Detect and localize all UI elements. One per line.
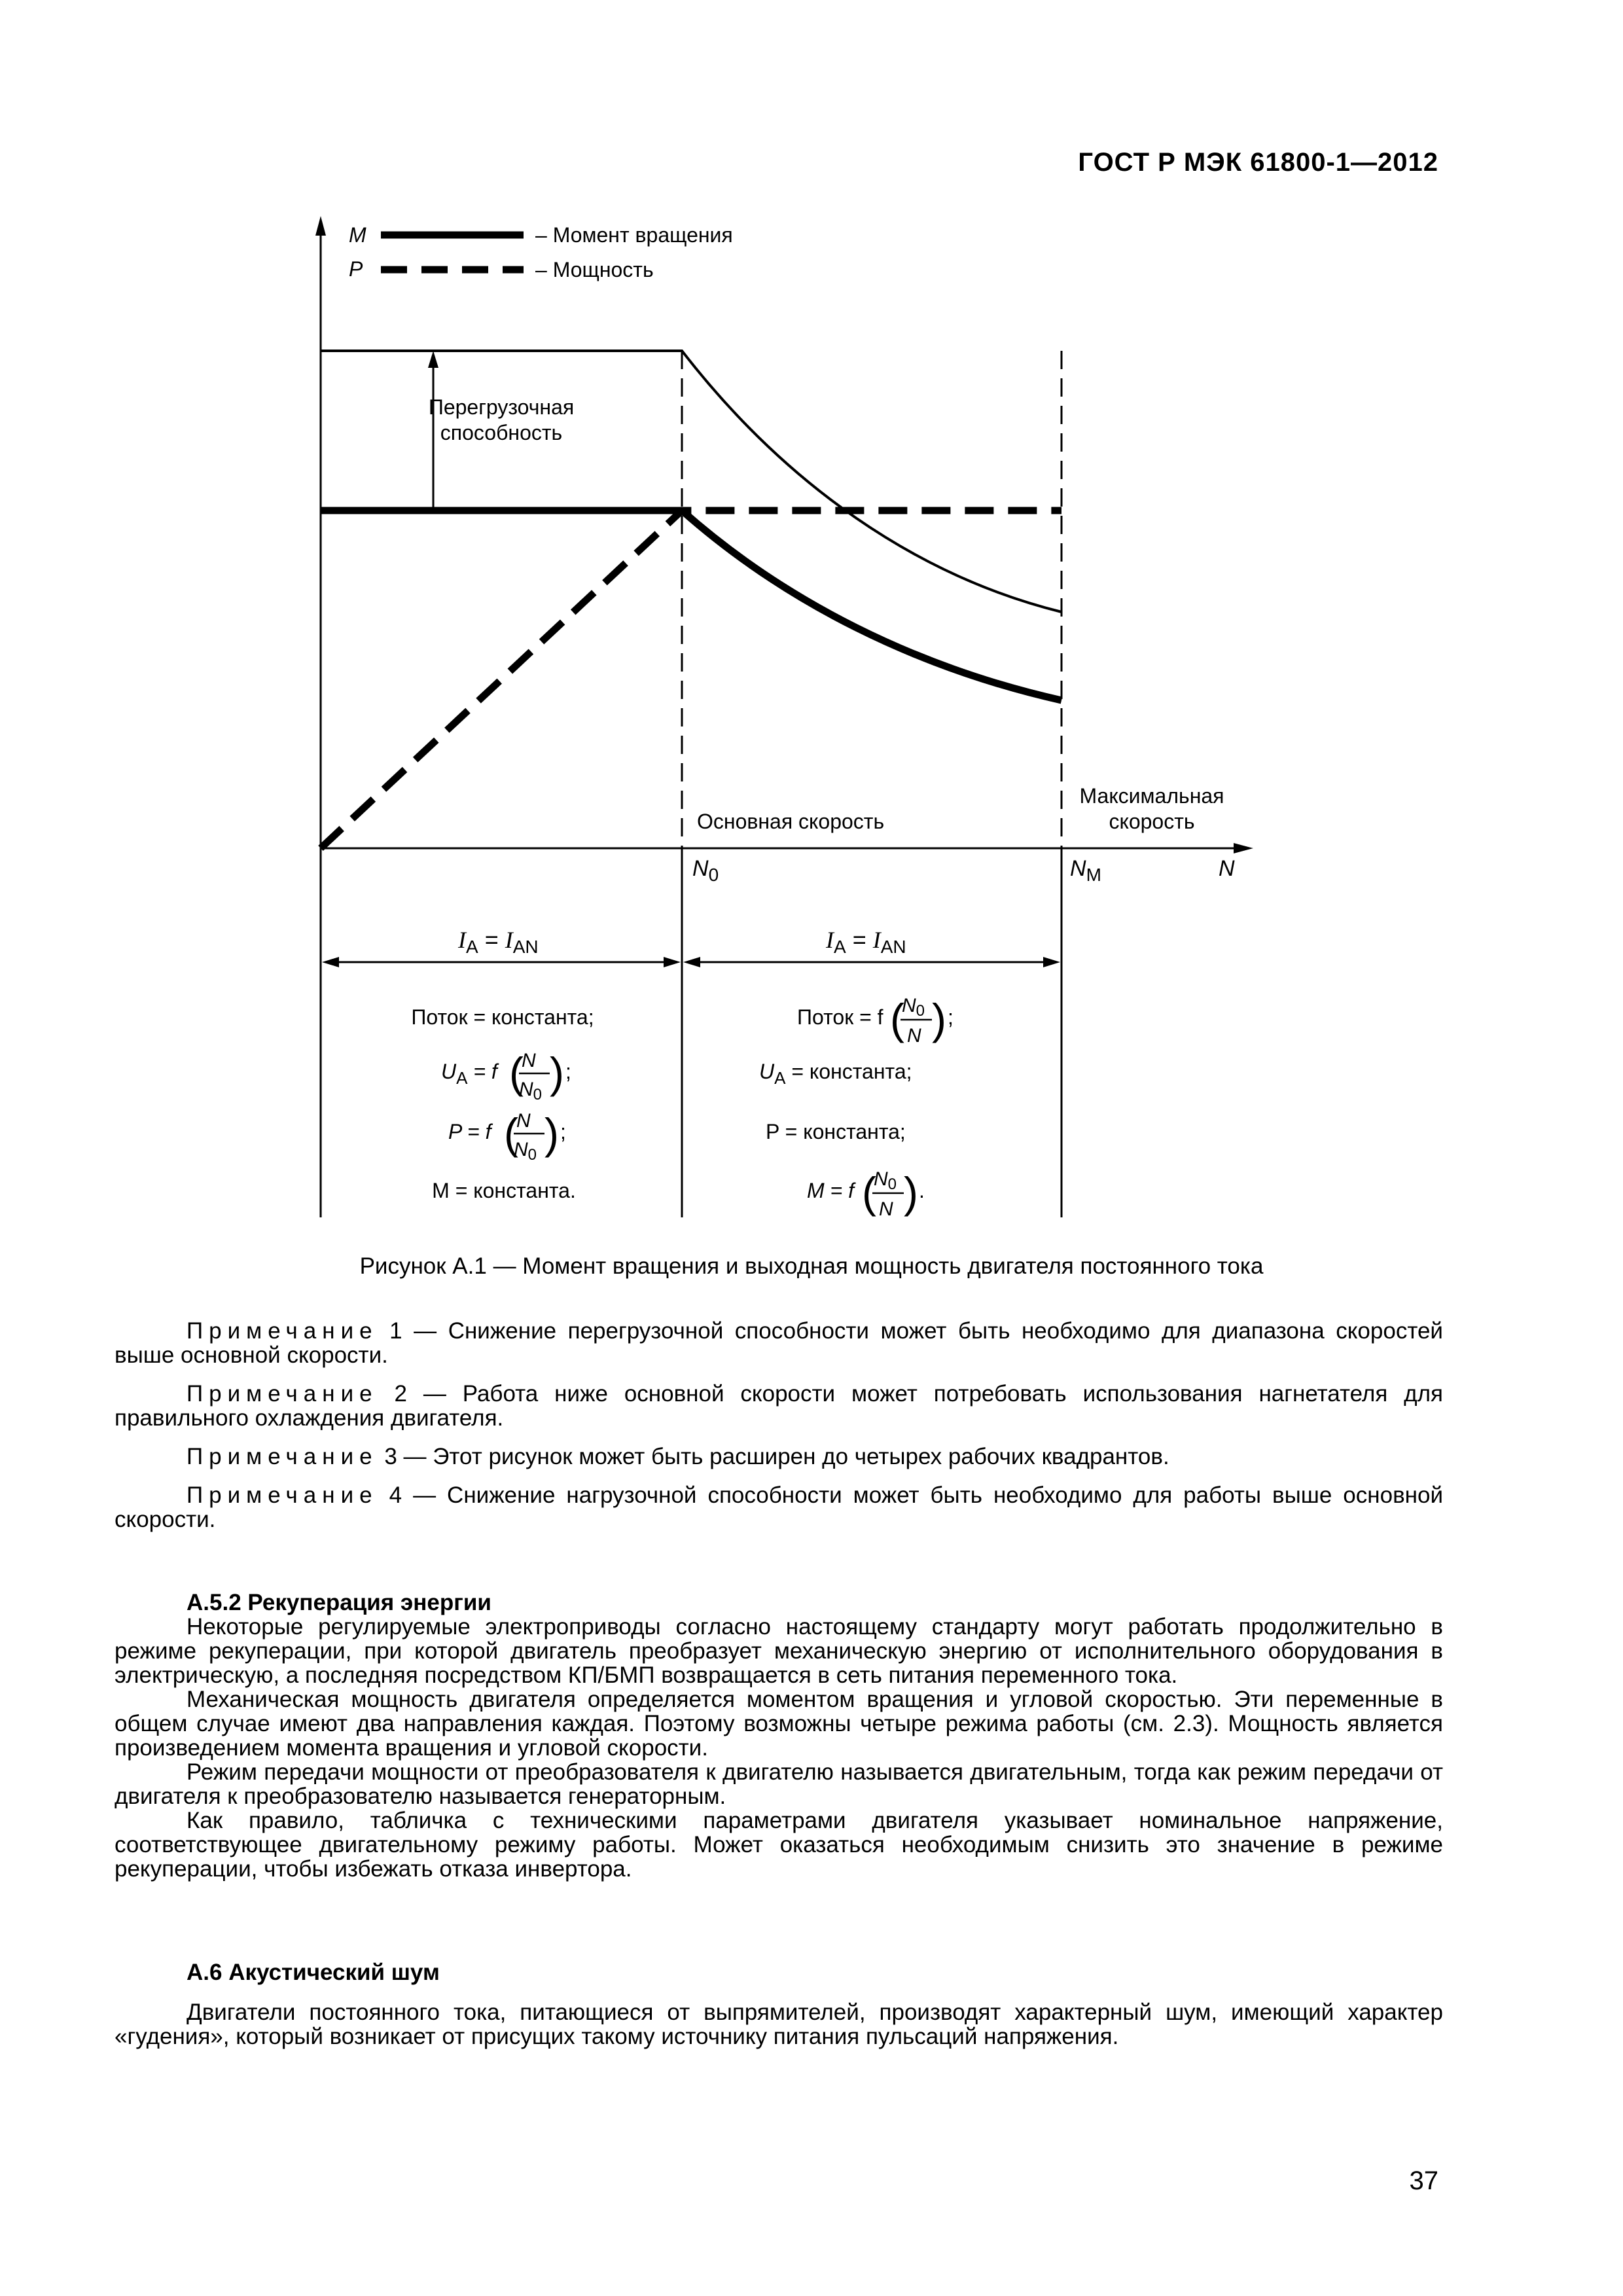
- section-a52-title: А.5.2 Рекуперация энергии: [187, 1590, 491, 1615]
- zone2-formulas: [759, 995, 954, 1220]
- zone1-m: M = константа.: [432, 1179, 576, 1202]
- zone2-ua: $U_A$ = константа;: [759, 1060, 912, 1088]
- zone2-p: P = константа;: [766, 1120, 906, 1143]
- legend: [349, 223, 733, 281]
- zone1-flux: Поток = константа;: [411, 1005, 594, 1029]
- section-a6-para: Двигатели постоянного тока, питающиеся от выпрямителей, производят характерный шум, имеющий характер «гудения», который возникает от присущих такому источнику питания пульсаций напряжения.: [115, 2000, 1443, 2049]
- section-a52: [115, 1590, 1443, 1881]
- zone-arrows: [322, 957, 1060, 967]
- svg-text:(: (: [509, 1049, 524, 1097]
- note-1: Примечание 1 — Снижение перегрузочной способности может быть необходимо для диапазона скоростей выше основной скорости.: [115, 1318, 1443, 1368]
- page-number: 37: [1409, 2166, 1438, 2195]
- document-header: ГОСТ Р МЭК 61800-1—2012: [1078, 148, 1438, 177]
- svg-text:(: (: [862, 1168, 876, 1217]
- note-2: Примечание 2 — Работа ниже основной скорости может потребовать использования нагнетателя для правильного охлаждения двигателя.: [115, 1381, 1443, 1431]
- svg-text:(: (: [504, 1109, 518, 1158]
- section-a52-para: Некоторые регулируемые электроприводы согласно настоящему стандарту могут работать продолжительно в режиме рекуперации, при которой двигатель преобразует механическую энергию от исполнительного оборудования в электрическую, а последняя посредством КП/БМП возвращается в сеть питания переменного тока.: [115, 1614, 1443, 1688]
- zone1-p-semicolon: ;: [560, 1120, 566, 1143]
- zone2-flux-semicolon: ;: [948, 1005, 954, 1029]
- zone2-m: M = f: [807, 1179, 855, 1202]
- legend-torque-symbol: M: [349, 223, 366, 247]
- zone2-flux-frac-den: N: [907, 1025, 921, 1047]
- base-speed-label: Основная скорость: [697, 810, 885, 833]
- max-speed-label-line1: Максимальная: [1079, 784, 1224, 808]
- section-a52-para: Механическая мощность двигателя определяется моментом вращения и угловой скоростью. Эти переменные в общем случае имеют два направления каждая. Поэтому возможны четыре режима работы (см. 2.3). Мощность является произведением момента вращения и угловой скорости.: [115, 1687, 1443, 1761]
- legend-power-label: – Мощность: [535, 258, 654, 281]
- power-curve: [321, 511, 1061, 848]
- x-axis-label: N: [1219, 856, 1235, 881]
- zone1-p-frac-den: $N_0$: [514, 1139, 537, 1164]
- notes: [115, 1319, 1443, 1546]
- zone2-m-frac-den: N: [879, 1198, 893, 1220]
- svg-text:): ): [932, 995, 946, 1043]
- figure-caption: Рисунок А.1 — Момент вращения и выходная мощность двигателя постоянного тока: [359, 1253, 1264, 1279]
- zone1-ua-frac-num: N: [522, 1050, 536, 1071]
- zone1-formulas: [411, 1005, 594, 1202]
- legend-power-symbol: P: [349, 257, 363, 281]
- section-a52-para: Как правило, табличка с техническими параметрами двигателя указывает номинальное напряжение, соответствующее двигательному режиму работы. Может оказаться необходимым снизить это значение в режиме рекуперации, чтобы избежать отказа инвертора.: [115, 1808, 1443, 1882]
- section-a6: [115, 1960, 1443, 2049]
- svg-text:): ): [544, 1109, 559, 1158]
- zone2-flux-frac-num: $N_0$: [902, 995, 925, 1020]
- legend-torque-label: – Момент вращения: [535, 223, 733, 247]
- svg-text:): ): [904, 1168, 918, 1217]
- zone1-ua-lhs: $U_A = f$: [441, 1060, 497, 1088]
- x-axis-ticks: [692, 856, 1235, 885]
- zone1-ua-semicolon: ;: [565, 1060, 571, 1083]
- zone2-flux: Поток = f: [797, 1005, 883, 1029]
- tick-n0: $N_0$: [692, 856, 719, 885]
- zone1-p-lhs: P = f: [448, 1120, 491, 1143]
- overload-arrow: [428, 351, 438, 511]
- svg-text:(: (: [890, 995, 904, 1043]
- overload-label-line1: Перегрузочная: [428, 395, 575, 419]
- overload-label-line2: способность: [440, 421, 563, 444]
- zone1-p-frac-num: N: [516, 1110, 531, 1132]
- torque-curve: [321, 511, 1061, 700]
- zone2-m-period: .: [919, 1179, 925, 1202]
- note-3: Примечание 3 — Этот рисунок может быть расширен до четырех рабочих квадрантов.: [187, 1444, 1169, 1469]
- max-speed-label-line2: скорость: [1109, 810, 1195, 833]
- svg-text:): ): [550, 1049, 564, 1097]
- zone1-current-equation: $I_A = I_{AN}$: [458, 926, 539, 957]
- tick-nm: $N_M$: [1070, 856, 1101, 885]
- zone2-current-equation: $I_A = I_{AN}$: [826, 926, 906, 957]
- zone1-ua-frac-den: $N_0$: [519, 1079, 543, 1103]
- overload-torque-curve: [321, 351, 1061, 612]
- section-a52-para: Режим передачи мощности от преобразователя к двигателю называется двигательным, тогда как режим передачи от двигателя к преобразователю называется генераторным.: [115, 1759, 1443, 1809]
- section-a6-title: А.6 Акустический шум: [187, 1960, 440, 1985]
- note-4: Примечание 4 — Снижение нагрузочной способности может быть необходимо для работы выше основной скорости.: [115, 1482, 1444, 1532]
- zone2-m-frac-num: $N_0$: [874, 1168, 897, 1193]
